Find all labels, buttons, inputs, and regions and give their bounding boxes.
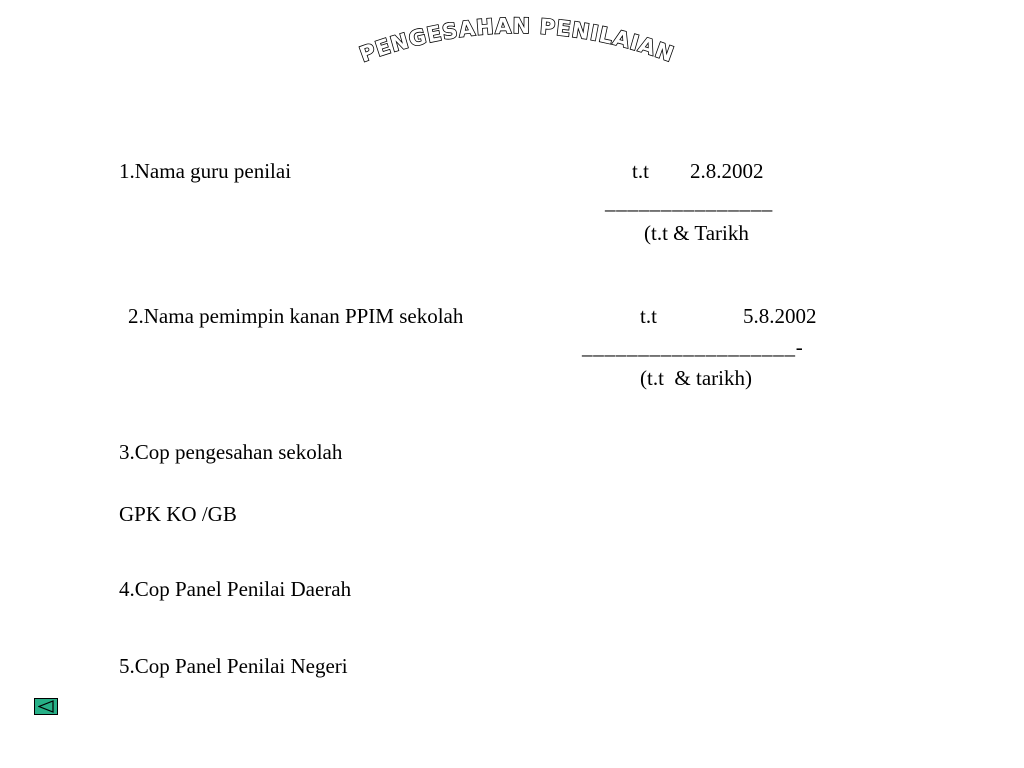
arched-title-wordart [312, 8, 722, 88]
item-state-panel-stamp: 5.Cop Panel Penilai Negeri [119, 654, 348, 678]
section-2-date: 5.8.2002 [743, 304, 817, 328]
section-2-signature-caption: (t.t & tarikh) [640, 366, 752, 390]
page-title [312, 8, 722, 88]
item-school-stamp: 3.Cop pengesahan sekolah [119, 440, 343, 464]
triangle-left-icon [38, 700, 54, 713]
section-1-tt: t.t [632, 159, 649, 183]
section-1-date: 2.8.2002 [690, 159, 764, 183]
section-2-tt: t.t [640, 304, 657, 328]
section-2-signature-line: ___________________- [582, 335, 804, 359]
item-district-panel-stamp: 4.Cop Panel Penilai Daerah [119, 577, 352, 601]
section-1-signature-line: _______________ [605, 190, 773, 214]
section-1-label: 1.Nama guru penilai [119, 159, 292, 183]
item-gpk: GPK KO /GB [119, 502, 237, 526]
title-text: PENGESAHAN PENILAIAN [356, 13, 678, 67]
section-2-label: 2.Nama pemimpin kanan PPIM sekolah [128, 304, 464, 328]
previous-slide-button[interactable] [34, 698, 58, 715]
section-1-signature-caption: (t.t & Tarikh [644, 221, 749, 245]
